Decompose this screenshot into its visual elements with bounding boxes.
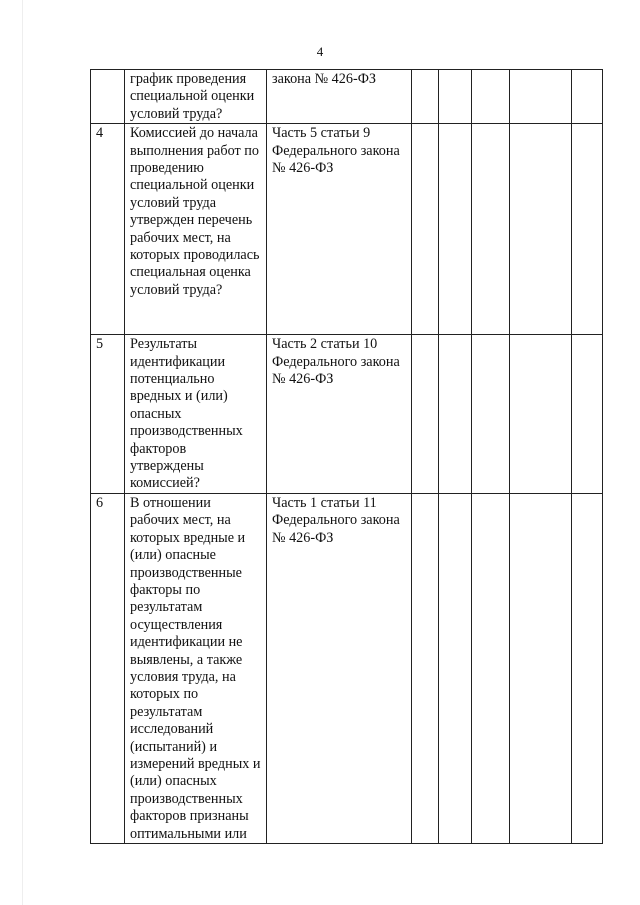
empty-cell [439, 335, 472, 494]
row-number: 4 [91, 124, 125, 335]
empty-cell [572, 335, 603, 494]
legal-reference-cell: закона № 426-ФЗ [267, 70, 412, 124]
empty-cell [439, 493, 472, 843]
table-row [91, 124, 603, 335]
row-number [91, 70, 125, 124]
empty-cell [412, 493, 439, 843]
empty-cell [510, 335, 572, 494]
legal-reference-cell: Часть 1 статьи 11 Федерального закона № 426-ФЗ [267, 493, 412, 843]
table-row [91, 335, 603, 494]
empty-cell [510, 124, 572, 335]
empty-cell [472, 70, 510, 124]
empty-cell [412, 124, 439, 335]
empty-cell [472, 493, 510, 843]
empty-cell [412, 335, 439, 494]
page-number: 4 [316, 44, 324, 59]
question-cell: Комиссией до начала выполнения работ по проведению специальной оценки условий труда утвержден перечень рабочих мест, на которых проводилась специальная оценка условий труда? [125, 124, 267, 335]
question-cell: Результаты идентификации потенциально вредных и (или) опасных производственных факторов утверждены комиссией? [125, 335, 267, 494]
row-number: 5 [91, 335, 125, 494]
legal-reference-cell: Часть 2 статьи 10 Федерального закона № 426-ФЗ [267, 335, 412, 494]
question-cell: график проведения специальной оценки условий труда? [125, 70, 267, 124]
empty-cell [572, 70, 603, 124]
empty-cell [472, 124, 510, 335]
empty-cell [439, 70, 472, 124]
empty-cell [439, 124, 472, 335]
empty-cell [510, 70, 572, 124]
table-row [91, 70, 603, 124]
checklist-table [90, 69, 603, 844]
empty-cell [572, 124, 603, 335]
legal-reference-cell: Часть 5 статьи 9 Федерального закона № 426-ФЗ [267, 124, 412, 335]
empty-cell [572, 493, 603, 843]
empty-cell [412, 70, 439, 124]
empty-cell [510, 493, 572, 843]
empty-cell [472, 335, 510, 494]
scan-edge-mark [22, 0, 23, 905]
question-cell: В отношении рабочих мест, на которых вредные и (или) опасные производственные факторы по результатам осуществления идентификации не выявлены, а также условия труда, на которых по результатам исследований (испытаний) и измерений вредных и (или) опасных производственных факторов признаны оптимальными или [125, 493, 267, 843]
row-number: 6 [91, 493, 125, 843]
table-row [91, 493, 603, 843]
